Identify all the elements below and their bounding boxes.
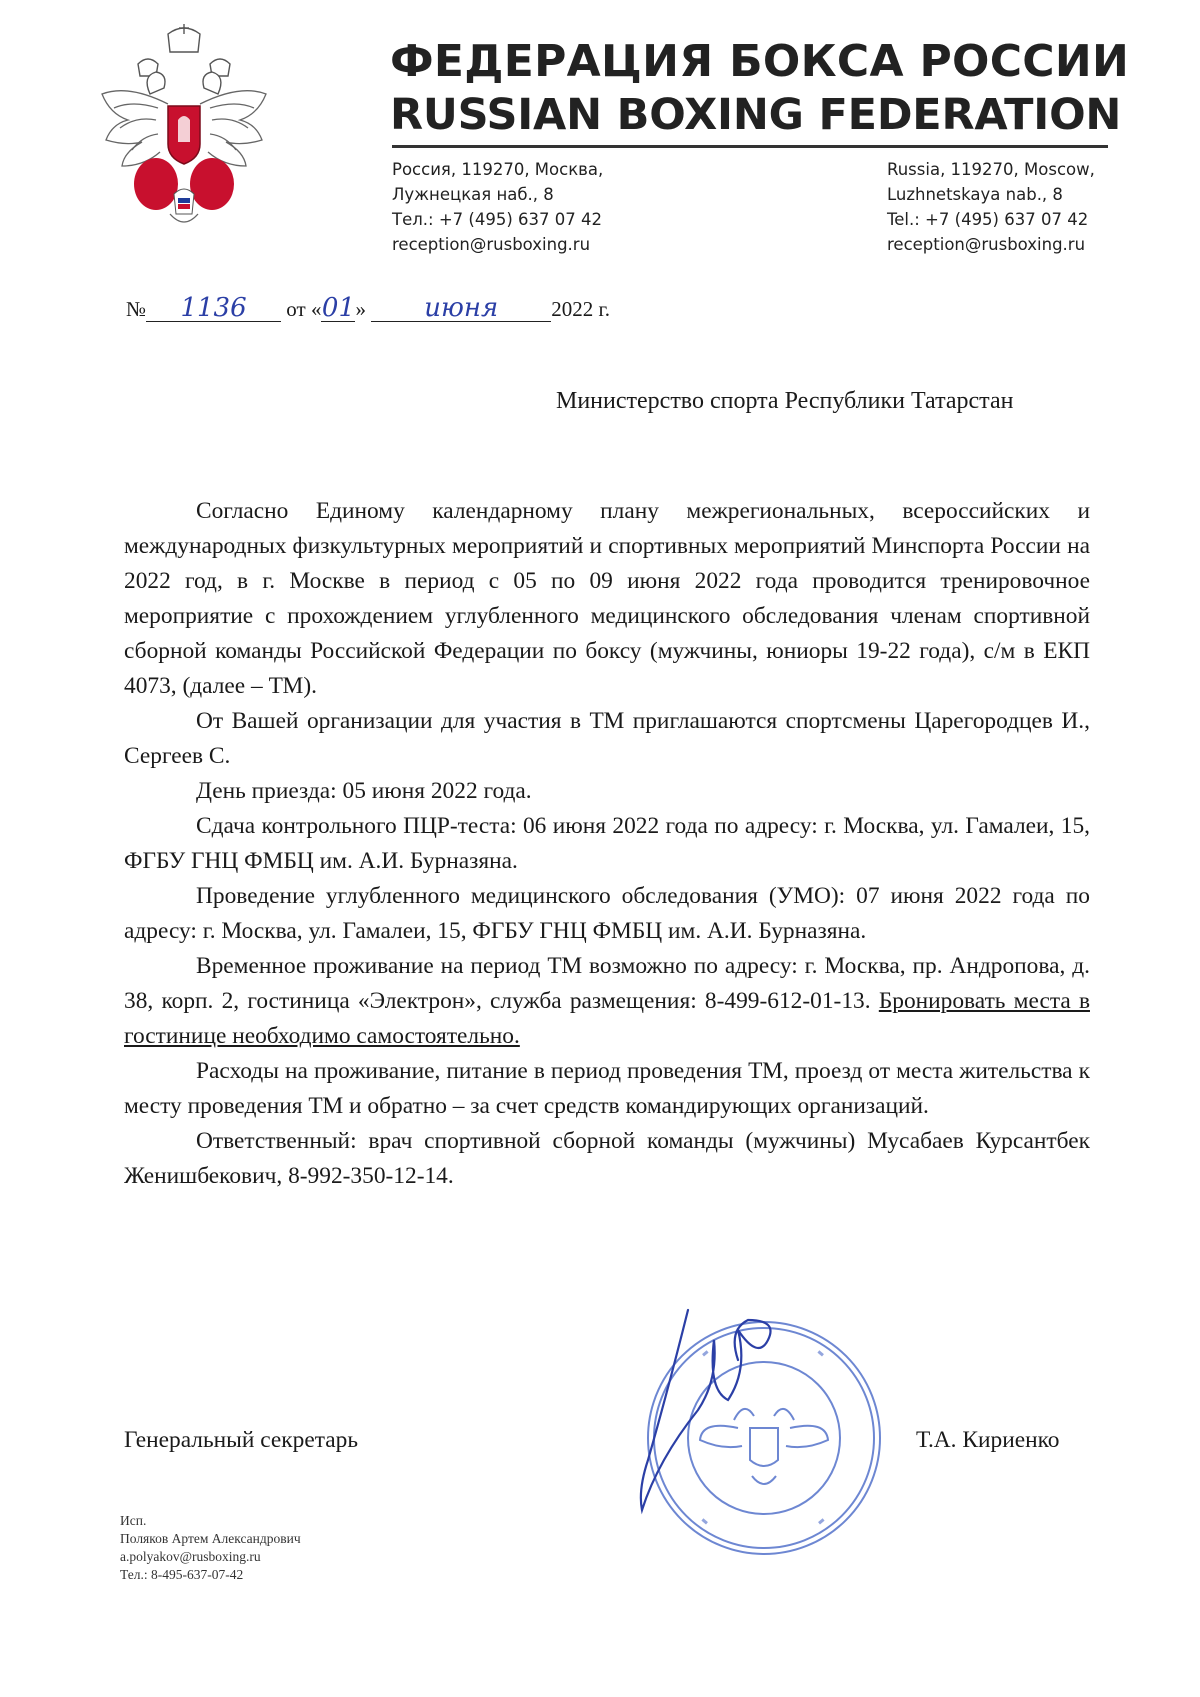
body-paragraph: Согласно Единому календарному плану межрегиональных, всероссийских и международных физкультурных мероприятий и спортивных мероприятий Минспорта России на 2022 год, в г. Москве в период с 05 по 09 июня 2022 года проводится тренировочное мероприятие с прохождением углубленного медицинского обследования членам спортивной сборной команды Российской Федерации по боксу (мужчины, юниоры 19-22 года), с/м в ЕКП 4073, (далее – ТМ).: [124, 498, 1090, 699]
body-paragraph: Проведение углубленного медицинского обследования (УМО): 07 июня 2022 года по адресу: г. Москва, ул. Гамалеи, 15, ФГБУ ГНЦ ФМБЦ им. А.И. Бурназяна.: [124, 883, 1090, 944]
executor-phone: Тел.: 8-495-637-07-42: [120, 1567, 244, 1582]
reg-number-label: №: [126, 297, 147, 321]
reg-number: 1136: [180, 293, 247, 323]
header-divider: [392, 145, 1108, 148]
accommodation-text: Временное проживание на период ТМ возможно по адресу: г. Москва, пр. Андропова, д. 38, корп. 2, гостиница «Электрон», служба размещения: 8-499-612-01-13.: [124, 953, 1090, 1014]
address-ru-email[interactable]: reception@rusboxing.ru: [392, 235, 591, 254]
reg-month: июня: [424, 293, 499, 323]
address-ru-line: Россия, 119270, Москва,: [392, 160, 604, 179]
address-ru-line: Лужнецкая наб., 8: [392, 185, 554, 204]
address-ru-line: Тел.: +7 (495) 637 07 42: [392, 210, 602, 229]
reg-from-label: от «: [286, 297, 322, 321]
executor-label: Исп.: [120, 1513, 147, 1528]
registration-line: [126, 293, 610, 323]
executor-email[interactable]: a.polyakov@rusboxing.ru: [120, 1549, 261, 1564]
body-paragraph: Расходы на проживание, питание в период проведения ТМ, проезд от места жительства к месту проведения ТМ и обратно – за счет средств командирующих организаций.: [124, 1058, 1090, 1119]
signatory-title: Генеральный секретарь: [124, 1427, 358, 1453]
body-paragraph: От Вашей организации для участия в ТМ приглашаются спортсмены Царегородцев И., Сергеев С.: [124, 708, 1090, 769]
reg-month-blank: [371, 293, 551, 323]
reg-day-blank: [321, 293, 355, 323]
address-en-line: Tel.: +7 (495) 637 07 42: [887, 210, 1089, 229]
address-en-email[interactable]: reception@rusboxing.ru: [887, 235, 1086, 254]
letter-body: [124, 494, 1090, 1194]
org-name-ru: ФЕДЕРАЦИЯ БОКСА РОССИИ: [390, 36, 1130, 87]
address-ru: [392, 157, 603, 257]
reg-number-blank: [146, 293, 281, 323]
eagle-emblem-icon: [98, 24, 270, 232]
org-name-en: RUSSIAN BOXING FEDERATION: [390, 90, 1122, 140]
booking-note: Бронировать места в гостинице необходимо самостоятельно.: [124, 988, 1090, 1049]
address-en: [887, 157, 1095, 257]
body-paragraph: Сдача контрольного ПЦР-теста: 06 июня 2022 года по адресу: г. Москва, ул. Гамалеи, 15, ФГБУ ГНЦ ФМБЦ им. А.И. Бурназяна.: [124, 813, 1090, 874]
handwritten-signature: [628, 1300, 828, 1520]
executor-name: Поляков Артем Александрович: [120, 1531, 301, 1546]
address-en-line: Luzhnetskaya nab., 8: [887, 185, 1063, 204]
body-paragraph: День приезда: 05 июня 2022 года.: [196, 778, 532, 804]
body-paragraph: Ответственный: врач спортивной сборной команды (мужчины) Мусабаев Курсантбек Женишбекович, 8-992-350-12-14.: [124, 1128, 1090, 1189]
reg-day-close: »: [355, 297, 366, 321]
recipient: Министерство спорта Республики Татарстан: [556, 388, 1014, 414]
reg-year: 2022 г.: [551, 297, 610, 321]
address-en-line: Russia, 119270, Moscow,: [887, 160, 1095, 179]
signatory-name: Т.А. Кириенко: [916, 1427, 1060, 1453]
reg-day: 01: [321, 293, 355, 323]
body-paragraph: [124, 949, 1090, 1054]
executor-block: [120, 1512, 301, 1584]
